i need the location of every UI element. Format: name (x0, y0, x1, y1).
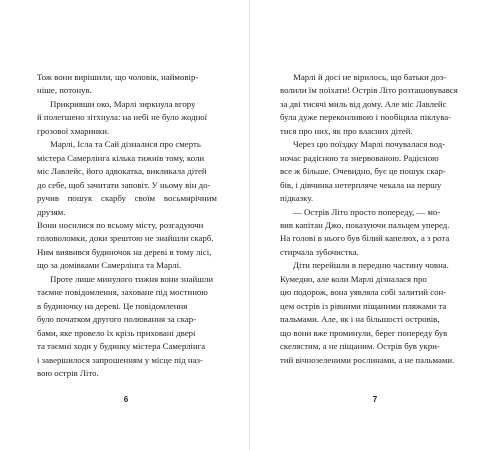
right-page (250, 0, 500, 450)
paragraph: Марлі й досі не вірилось, що батьки доз- волили їм поїхати! Острів Літо розташовувався за дві тисячі миль від дому. Але міс Лавлейс була дуже переконливою і пообіцяла піклува- тися про них, як про власних дітей. (280, 72, 458, 136)
right-page-text (280, 71, 460, 367)
paragraph: Прикривши око, Марлі зиркнула вгору й полегшено зітхнула: на небі не було жодної грозової хмаринки. (37, 98, 208, 136)
left-page-text (37, 71, 217, 380)
paragraph: Марлі, Ісла та Сай дізналися про смерть містера Самерлінга кілька тижнів тому, коли міс Лавлейс, його адвокатка, викликала дітей до себе, щоб зачитати заповіт. У ньому він до- ручив пошук скарбу своїм восьмирічним друзям. Вони носилися по всьому місту, розгадуючи головоломки, доки зрештою не знайшли скарб. Ним виявився будиночок на дереві в тому лісі, що за домівками Самерлінга та Марлі. (37, 139, 217, 271)
page-number: 6 (123, 395, 129, 404)
paragraph: Тож вони вирішили, що чоловік, наймовір- ніше, потонув. (37, 72, 199, 96)
paragraph: Діти перейшли в передню частину човна. Кумедно, але коли Марлі дізналася про цю подорож, вона уявляла собі залитий сон- цем острів із рівними піщаними пляжами та пальмами. Але, як і на більшості островів, що вони вже проминули, берег попереду був скелястим, а не піщаним. Острів був укри- тий вічнозеленими рослинами, а не пальмами. (280, 260, 455, 365)
paragraph: Проте лише минулого тижня вони знайшли таємне повідомлення, заховане під мостиною в будиночку на дереві. Це повідомлення було початком другого полювання за скар- бами, яке провело їх крізь приховані двері та таємні ходи у будинку містера Самерлінга і завершилося запрошенням у місце під наз- вою острів Літо. (37, 273, 214, 378)
paragraph: — Острів Літо просто попереду, — мо- вив капітан Джо, показуючи пальцем уперед. На голові в нього був білий капелюх, а з рота стирчала зубочистка. (280, 206, 450, 257)
paragraph: Через цю поїздку Марлі почувалася вод- ночас радісною та знервованою. Радісною все ж більше. Очевидно, бує це пошук скар- бів, і дівчинка нетерпляче чекала на першу підказку. (280, 139, 446, 204)
page-number: 7 (372, 395, 378, 404)
